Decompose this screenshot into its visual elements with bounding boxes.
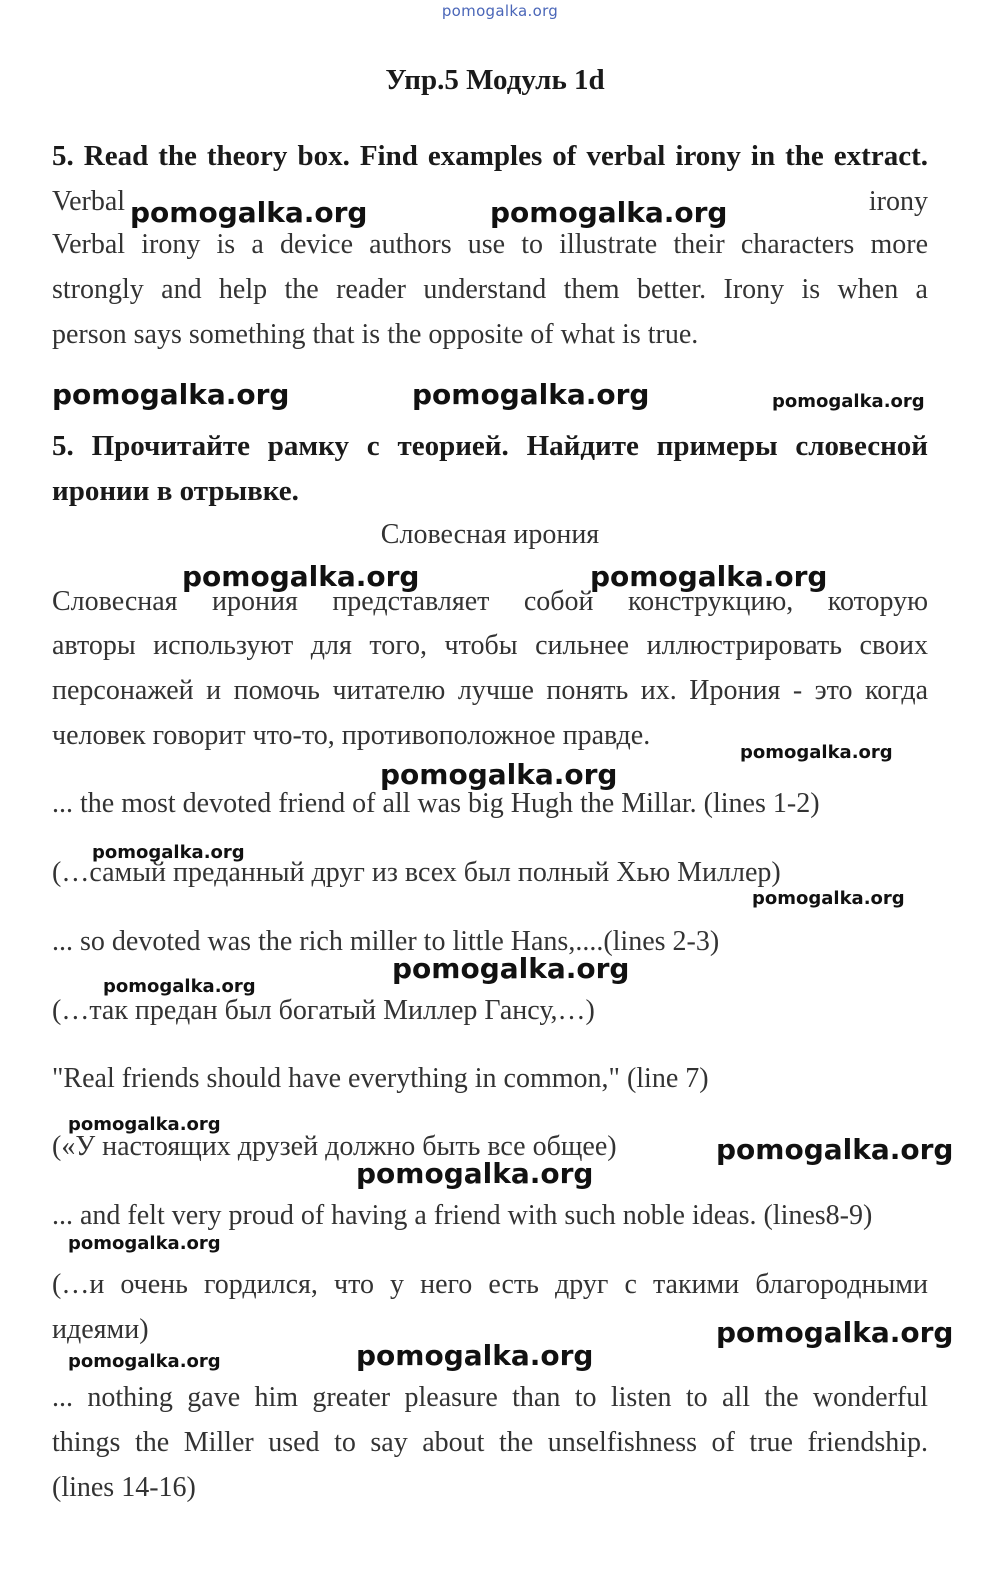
watermark: pomogalka.org <box>103 976 256 997</box>
theory-ru-line-4: человек говорит что-то, противоположное правде. <box>52 720 651 751</box>
watermark: pomogalka.org <box>490 196 728 229</box>
watermark: pomogalka.org <box>92 842 245 863</box>
watermark: pomogalka.org <box>716 1133 954 1166</box>
example-1-ru: (…самый преданный друг из всех был полный Хью Миллер) <box>52 857 781 888</box>
example-5-en-line-3: (lines 14-16) <box>52 1472 196 1503</box>
watermark: pomogalka.org <box>392 952 630 985</box>
theory-en-line-2: strongly and help the reader understand them better. Irony is when a <box>52 274 928 305</box>
watermark: pomogalka.org <box>130 196 368 229</box>
watermark: pomogalka.org <box>380 758 618 791</box>
example-1-en: ... the most devoted friend of all was big Hugh the Millar. (lines 1-2) <box>52 788 820 819</box>
theory-box-title-right: irony <box>868 186 928 217</box>
watermark: pomogalka.org <box>356 1157 594 1190</box>
watermark: pomogalka.org <box>182 560 420 593</box>
watermark: pomogalka.org <box>716 1316 954 1349</box>
example-3-ru: («У настоящих друзей должно быть все общее) <box>52 1131 617 1162</box>
watermark: pomogalka.org <box>68 1114 221 1135</box>
watermark: pomogalka.org <box>68 1351 221 1372</box>
watermark: pomogalka.org <box>752 888 905 909</box>
example-5-en-line-1: ... nothing gave him greater pleasure than to listen to all the wonderful <box>52 1382 928 1413</box>
example-2-ru: (…так предан был богатый Миллер Гансу,…) <box>52 995 595 1026</box>
task-english: 5. Read the theory box. Find examples of verbal irony in the extract. <box>52 140 928 172</box>
theory-en-line-1: Verbal irony is a device authors use to illustrate their characters more <box>52 229 928 260</box>
theory-ru-line-3: персонажей и помочь читателю лучше понять их. Ирония - это когда <box>52 675 928 706</box>
example-3-en: "Real friends should have everything in common," (line 7) <box>52 1063 709 1094</box>
example-4-ru-line-2: идеями) <box>52 1314 149 1345</box>
theory-ru-line-2: авторы используют для того, чтобы сильнее иллюстрировать своих <box>52 630 928 661</box>
watermark: pomogalka.org <box>772 391 925 412</box>
watermark: pomogalka.org <box>52 378 290 411</box>
example-5-en-line-2: things the Miller used to say about the unselfishness of true friendship. <box>52 1427 928 1458</box>
header-watermark: pomogalka.org <box>441 2 559 20</box>
example-4-en: ... and felt very proud of having a friend with such noble ideas. (lines8-9) <box>52 1200 873 1231</box>
watermark: pomogalka.org <box>356 1339 594 1372</box>
watermark: pomogalka.org <box>68 1233 221 1254</box>
example-2-en: ... so devoted was the rich miller to little Hans,....(lines 2-3) <box>52 926 720 957</box>
task-russian-line-1: 5. Прочитайте рамку с теорией. Найдите примеры словесной <box>52 430 928 462</box>
theory-en-line-3: person says something that is the opposite of what is true. <box>52 319 699 350</box>
theory-ru-line-1: Словесная ирония представляет собой конструкцию, которую <box>52 586 928 617</box>
example-4-ru-line-1: (…и очень гордился, что у него есть друг с такими благородными <box>52 1269 928 1300</box>
watermark: pomogalka.org <box>590 560 828 593</box>
task-russian-line-2: иронии в отрывке. <box>52 475 299 507</box>
page-title: Упр.5 Модуль 1d <box>385 64 605 96</box>
theory-box-title-ru: Словесная ирония <box>380 519 600 550</box>
theory-box-title-left: Verbal <box>52 186 126 217</box>
watermark: pomogalka.org <box>412 378 650 411</box>
watermark: pomogalka.org <box>740 742 893 763</box>
